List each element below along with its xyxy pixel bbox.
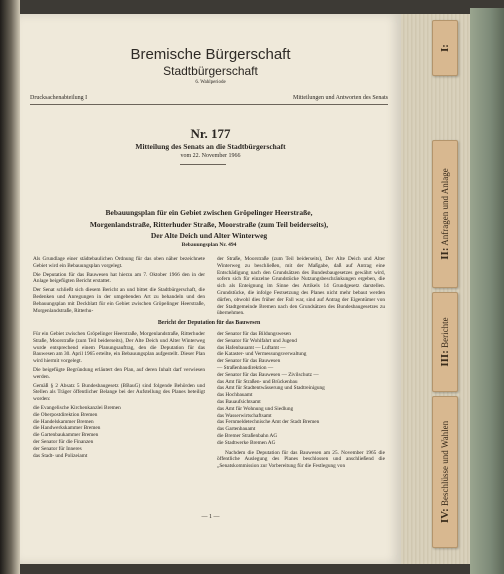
list-item: der Senator für das Bildungswesen xyxy=(217,331,291,337)
document-date: vom 22. November 1966 xyxy=(180,153,241,159)
list-item: die Kataster- und Vermessungsverwaltung xyxy=(217,351,307,358)
tab-numeral: III: xyxy=(439,350,451,367)
list-item: die Evangelische Kirchenkanzlei Bremen xyxy=(33,404,121,411)
divider-tab-4[interactable] xyxy=(432,396,458,548)
list-item: das Hochbauamt xyxy=(217,392,253,399)
column-left-top xyxy=(33,256,205,316)
paragraph: Für ein Gebiet zwischen Gröpelinger Heerstraße, Morgenlandstraße, Ritterhuder Straße, Moorstraße (zum Teil beiderseits), Der Alte Deich und Alter Winterweg wurde entsprechend einem Planungsauftrag, den die Deputation für das Bauwesen am 30. April 1965 erteilte, ein Bebauungsplan aufgestellt. Dieser Plan wird hiermit vorgelegt. xyxy=(33,331,205,365)
authority-list xyxy=(33,405,205,459)
paragraph: Nachdem die Deputation für das Bauwesen am 25. November 1965 die öffentliche Auslegung des Planes beschlossen und anschließend die „Senatskommission zur Vorbereitung für die Festlegung von xyxy=(217,449,385,470)
title-rule xyxy=(180,164,226,165)
binding-gutter xyxy=(0,0,20,574)
binder-cover xyxy=(470,8,504,574)
list-item: die Handelskammer Bremen xyxy=(33,418,94,425)
authority-list xyxy=(217,331,385,447)
divider-tab-2[interactable] xyxy=(432,140,458,288)
paragraph: Die beigefügte Begründung erläutert den Plan, auf deren Inhalt darf verwiesen werden. xyxy=(33,366,205,380)
paragraph: der Straße, Moorstraße (zum Teil beiderseits), Der Alte Deich und Alter Winterweg zu beschließen, mit der Maßgabe, daß auf Antrag eine Entschädigung nach den Grundsätzen des Bundesbaugesetzes gewährt wird, sofern sich für einzelne Grundstücke Nutzungsbeschränkungen ergeben, die sich als Enteignung im Sinne des Artikels 14 Grundgesetz darstellen. Grundstücke, die infolge Festsetzung des Planes nicht mehr bebaut werden dürfen, obwohl dies früher der Fall war, sind auf Antrag der Eigentümer von der Stadtgemeinde Bremen nach den Grundsätzen des Bundesbaugesetzes zu übernehmen. xyxy=(217,256,385,317)
masthead-period: 6. Wahlperiode xyxy=(195,80,226,85)
list-item: das Amt für Stadtentwässerung und Stadtreinigung xyxy=(217,385,325,392)
column-right-top xyxy=(217,256,385,319)
list-item: der Senator für Wohlfahrt und Jugend xyxy=(217,337,297,344)
column-left-bottom xyxy=(33,331,205,459)
list-item: — Straßenbaudirektion — xyxy=(217,364,274,371)
paragraph: Als Grundlage einer städtebaulichen Ordnung für das oben näher bezeichnete Gebiet wird ein Bebauungsplan vorgelegt. xyxy=(33,256,205,269)
paragraph: Der Senat schließt sich diesem Bericht an und bittet die Stadtbürgerschaft, die Bedenken und Anregungen in der umgebenden Art zu behandeln und den Bebauungsplan mit Deckblatt für ein Gebiet zwischen Gröpelinger Heerstraße, Morgenlandstraße, Ritterhu- xyxy=(33,287,205,314)
plan-number: Bebauungsplan Nr. 494 xyxy=(181,242,237,248)
plan-heading xyxy=(30,207,388,242)
list-item: das Stadt- und Polizeiamt xyxy=(33,452,88,459)
document-title: Mitteilung des Senats an die Stadtbürgerschaft xyxy=(135,142,286,151)
tab-text: Beschlüsse und Wahlen xyxy=(440,420,450,506)
masthead-subtitle: Stadtbürgerschaft xyxy=(163,64,258,78)
list-item: der Senator für das Bauwesen — Zivilschutz — xyxy=(217,371,319,378)
list-item: das Amt für Wohnung und Siedlung xyxy=(217,405,294,412)
plan-heading-line: Morgenlandstraße, Ritterhuder Straße, Moorstraße (zum Teil beiderseits), xyxy=(89,219,329,229)
list-item: das Gartenbauamt xyxy=(217,426,256,433)
divider-tab-1[interactable]: I: xyxy=(432,20,458,76)
header-rule xyxy=(30,104,388,105)
list-item: der Senator für die Finanzen xyxy=(33,438,94,445)
list-item: das Wasserwirtschaftsamt xyxy=(217,412,272,419)
list-item: die Gartenbaukammer Bremen xyxy=(33,432,99,439)
tab-text: Berichte xyxy=(440,317,450,348)
department-label: Drucksachenabteilung I xyxy=(30,95,88,101)
series-label: Mitteilungen und Antworten des Senats xyxy=(293,95,388,101)
tab-numeral: IV: xyxy=(439,508,451,524)
divider-tab-3[interactable] xyxy=(432,292,458,392)
list-item: der Senator für das Bauwesen xyxy=(217,358,281,365)
masthead-title: Bremische Bürgerschaft xyxy=(130,46,291,63)
list-item: der Senator für Inneres xyxy=(33,445,82,452)
tab-numeral: II: xyxy=(439,247,451,260)
plan-heading-line: Der Alte Deich und Alter Winterweg xyxy=(150,231,268,240)
paragraph: Die Deputation für das Bauwesen hat hierzu am 7. Oktober 1966 den in der Anlage beigefügten Bericht erstattet. xyxy=(33,271,205,285)
list-item: das Bauaufsichtsamt xyxy=(217,398,261,405)
paragraph: Gemäß § 2 Absatz 5 Bundesbaugesetz (BBauG) sind folgende Behörden und Stellen als Träger öffentlicher Belange bei der Aufstellung des Planes beteiligt worden: xyxy=(33,382,205,403)
list-item: die Oberpostdirektion Bremen xyxy=(33,411,98,418)
list-item: die Bremer Straßenbahn AG xyxy=(217,432,278,439)
list-item: die Handwerkskammer Bremen xyxy=(33,425,101,432)
list-item: das Fernmeldetechnische Amt der Stadt Bremen xyxy=(217,419,320,426)
list-item: das Amt für Straßen- und Brückenbau xyxy=(217,378,298,385)
column-right-bottom xyxy=(217,331,385,472)
section-heading: Bericht der Deputation für das Bauwesen xyxy=(157,320,261,326)
list-item: das Hafenbauamt — Luftamt — xyxy=(217,344,286,351)
plan-heading-line: Bebauungsplan für ein Gebiet zwischen Gröpelinger Heerstraße, xyxy=(105,208,313,217)
document-number: Nr. 177 xyxy=(190,126,231,141)
list-item: die Stadtwerke Bremen AG xyxy=(217,439,276,446)
page-number: — 1 — xyxy=(201,514,220,520)
tab-text: Anfragen und Anlage xyxy=(440,168,450,246)
